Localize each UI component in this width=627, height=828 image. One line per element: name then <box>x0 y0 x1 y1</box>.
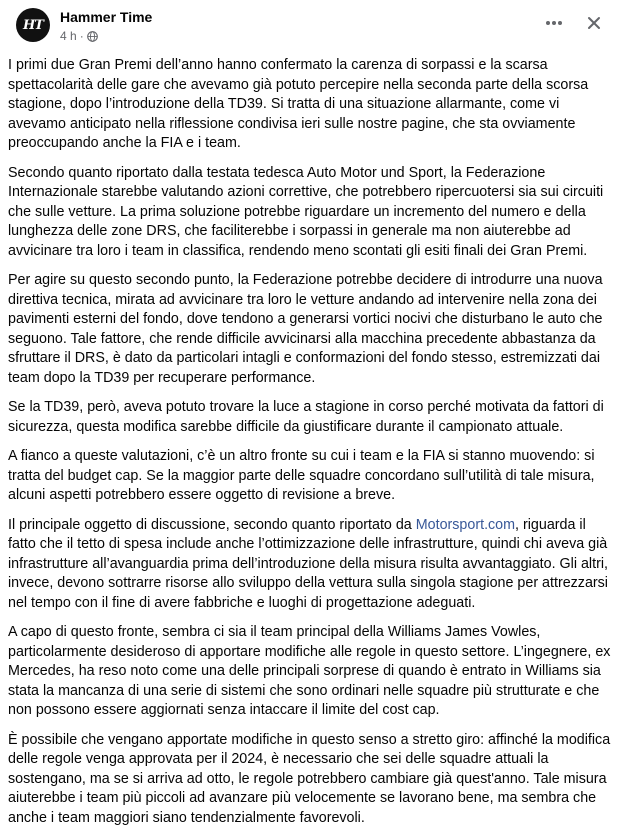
avatar-logo-text: HT <box>23 18 43 33</box>
paragraph: Se la TD39, però, aveva potuto trovare la luce a stagione in corso perché motivata da fattori di sicurezza, questa modifica sarebbe difficile da giustificare durante il campionato attuale. <box>8 398 611 437</box>
meta-separator: · <box>80 29 84 43</box>
close-icon[interactable] <box>583 12 605 34</box>
paragraph: È possibile che vengano apportate modifiche in questo senso a stretto giro: affinché la modifica delle regole venga approvata per il 2024, è necessario che sei delle squadre attuali la sostengano, ma se si arriva ad otto, le regole potrebbero cambiare già quest'anno. Tale misura aiuterebbe i team più piccoli ad avanzare più velocemente se lavorano bene, ma sembra che anche i team maggiori siano tendenzialmente favorevoli. <box>8 731 611 828</box>
paragraph: I primi due Gran Premi dell’anno hanno confermato la carenza di sorpassi e la scarsa spettacolarità delle gare che avevamo già potuto percepire nella seconda parte della scorsa stagione, dopo l’introduzione della TD39. Si tratta di una situazione allarmante, come vi avevamo anticipato nella riflessione condivisa ieri sulle nostre pagine, che sta ovviamente preoccupando anche la FIA e i team. <box>8 56 611 154</box>
post-body <box>8 56 615 828</box>
post-header <box>8 0 615 56</box>
post-actions <box>543 12 605 34</box>
paragraph: A fianco a queste valutazioni, c’è un altro fronte su cui i team e la FIA si stanno muovendo: si tratta del budget cap. Se la maggior parte delle squadre concordano sull’utilità di tale misura, alcuni aspetti potrebbero essere oggetto di revisione a breve. <box>8 447 611 506</box>
paragraph-with-link <box>8 516 611 614</box>
paragraph-text: Il principale oggetto di discussione, secondo quanto riportato da <box>8 517 416 533</box>
author-name[interactable]: Hammer Time <box>60 9 152 25</box>
paragraph: Secondo quanto riportato dalla testata tedesca Auto Motor und Sport, la Federazione Internazionale starebbe valutando azioni correttive, che potrebbero ripercuotersi sia sui circuiti che sulle vetture. La prima soluzione potrebbe riguardare un incremento del numero e della lunghezza delle zone DRS, che faciliterebbe i sorpassi in generale ma non aiuterebbe ad avvicinare tra loro i team in classifica, rendendo meno scontati gli esiti finali dei Gran Premi. <box>8 164 611 262</box>
motorsport-link[interactable]: Motorsport.com <box>416 517 515 533</box>
post-meta <box>60 29 98 43</box>
globe-icon[interactable] <box>87 31 98 42</box>
avatar[interactable] <box>16 8 50 42</box>
paragraph: Per agire su questo secondo punto, la Federazione potrebbe decidere di introdurre una nuova direttiva tecnica, mirata ad avvicinare tra loro le vetture andando ad intervenire nella zona dei pavimenti esterni del fondo, dove tendono a generarsi vortici nocivi che disturbano le auto che seguono. Tale fattore, che rende difficile avvicinarsi alla macchina precedente abbastanza da sfruttare il DRS, è dato da particolari intagli e conformazioni del fondo stesso, estremizzati dai team dopo la TD39 per recuperare performance. <box>8 271 611 388</box>
post-time[interactable]: 4 h <box>60 29 77 43</box>
more-icon[interactable] <box>543 12 565 34</box>
paragraph: A capo di questo fronte, sembra ci sia il team principal della Williams James Vowles, particolarmente desideroso di apportare modifiche alle regole in questo settore. L’ingegnere, ex Mercedes, ha reso noto come una delle principali sorprese di quando è entrato in Williams sia stata la mancanza di una serie di sistemi che sono ordinari nelle squadre più strutturate e che non possono essere aggiornati senza intaccare il limite del cost cap. <box>8 623 611 721</box>
paragraph-text: , riguarda il fatto che il tetto di spesa include anche l’ottimizzazione delle infrastrutture, quindi chi aveva già infrastrutture all’avanguardia prima dell’introduzione della misura risulta avvantaggiato. Gli altri, invece, devono sottrarre risorse allo sviluppo della vettura sulla singola stagione per attrezzarsi nel tempo con il fine di avere fabbriche e luoghi di progettazione adeguati. <box>8 517 608 611</box>
